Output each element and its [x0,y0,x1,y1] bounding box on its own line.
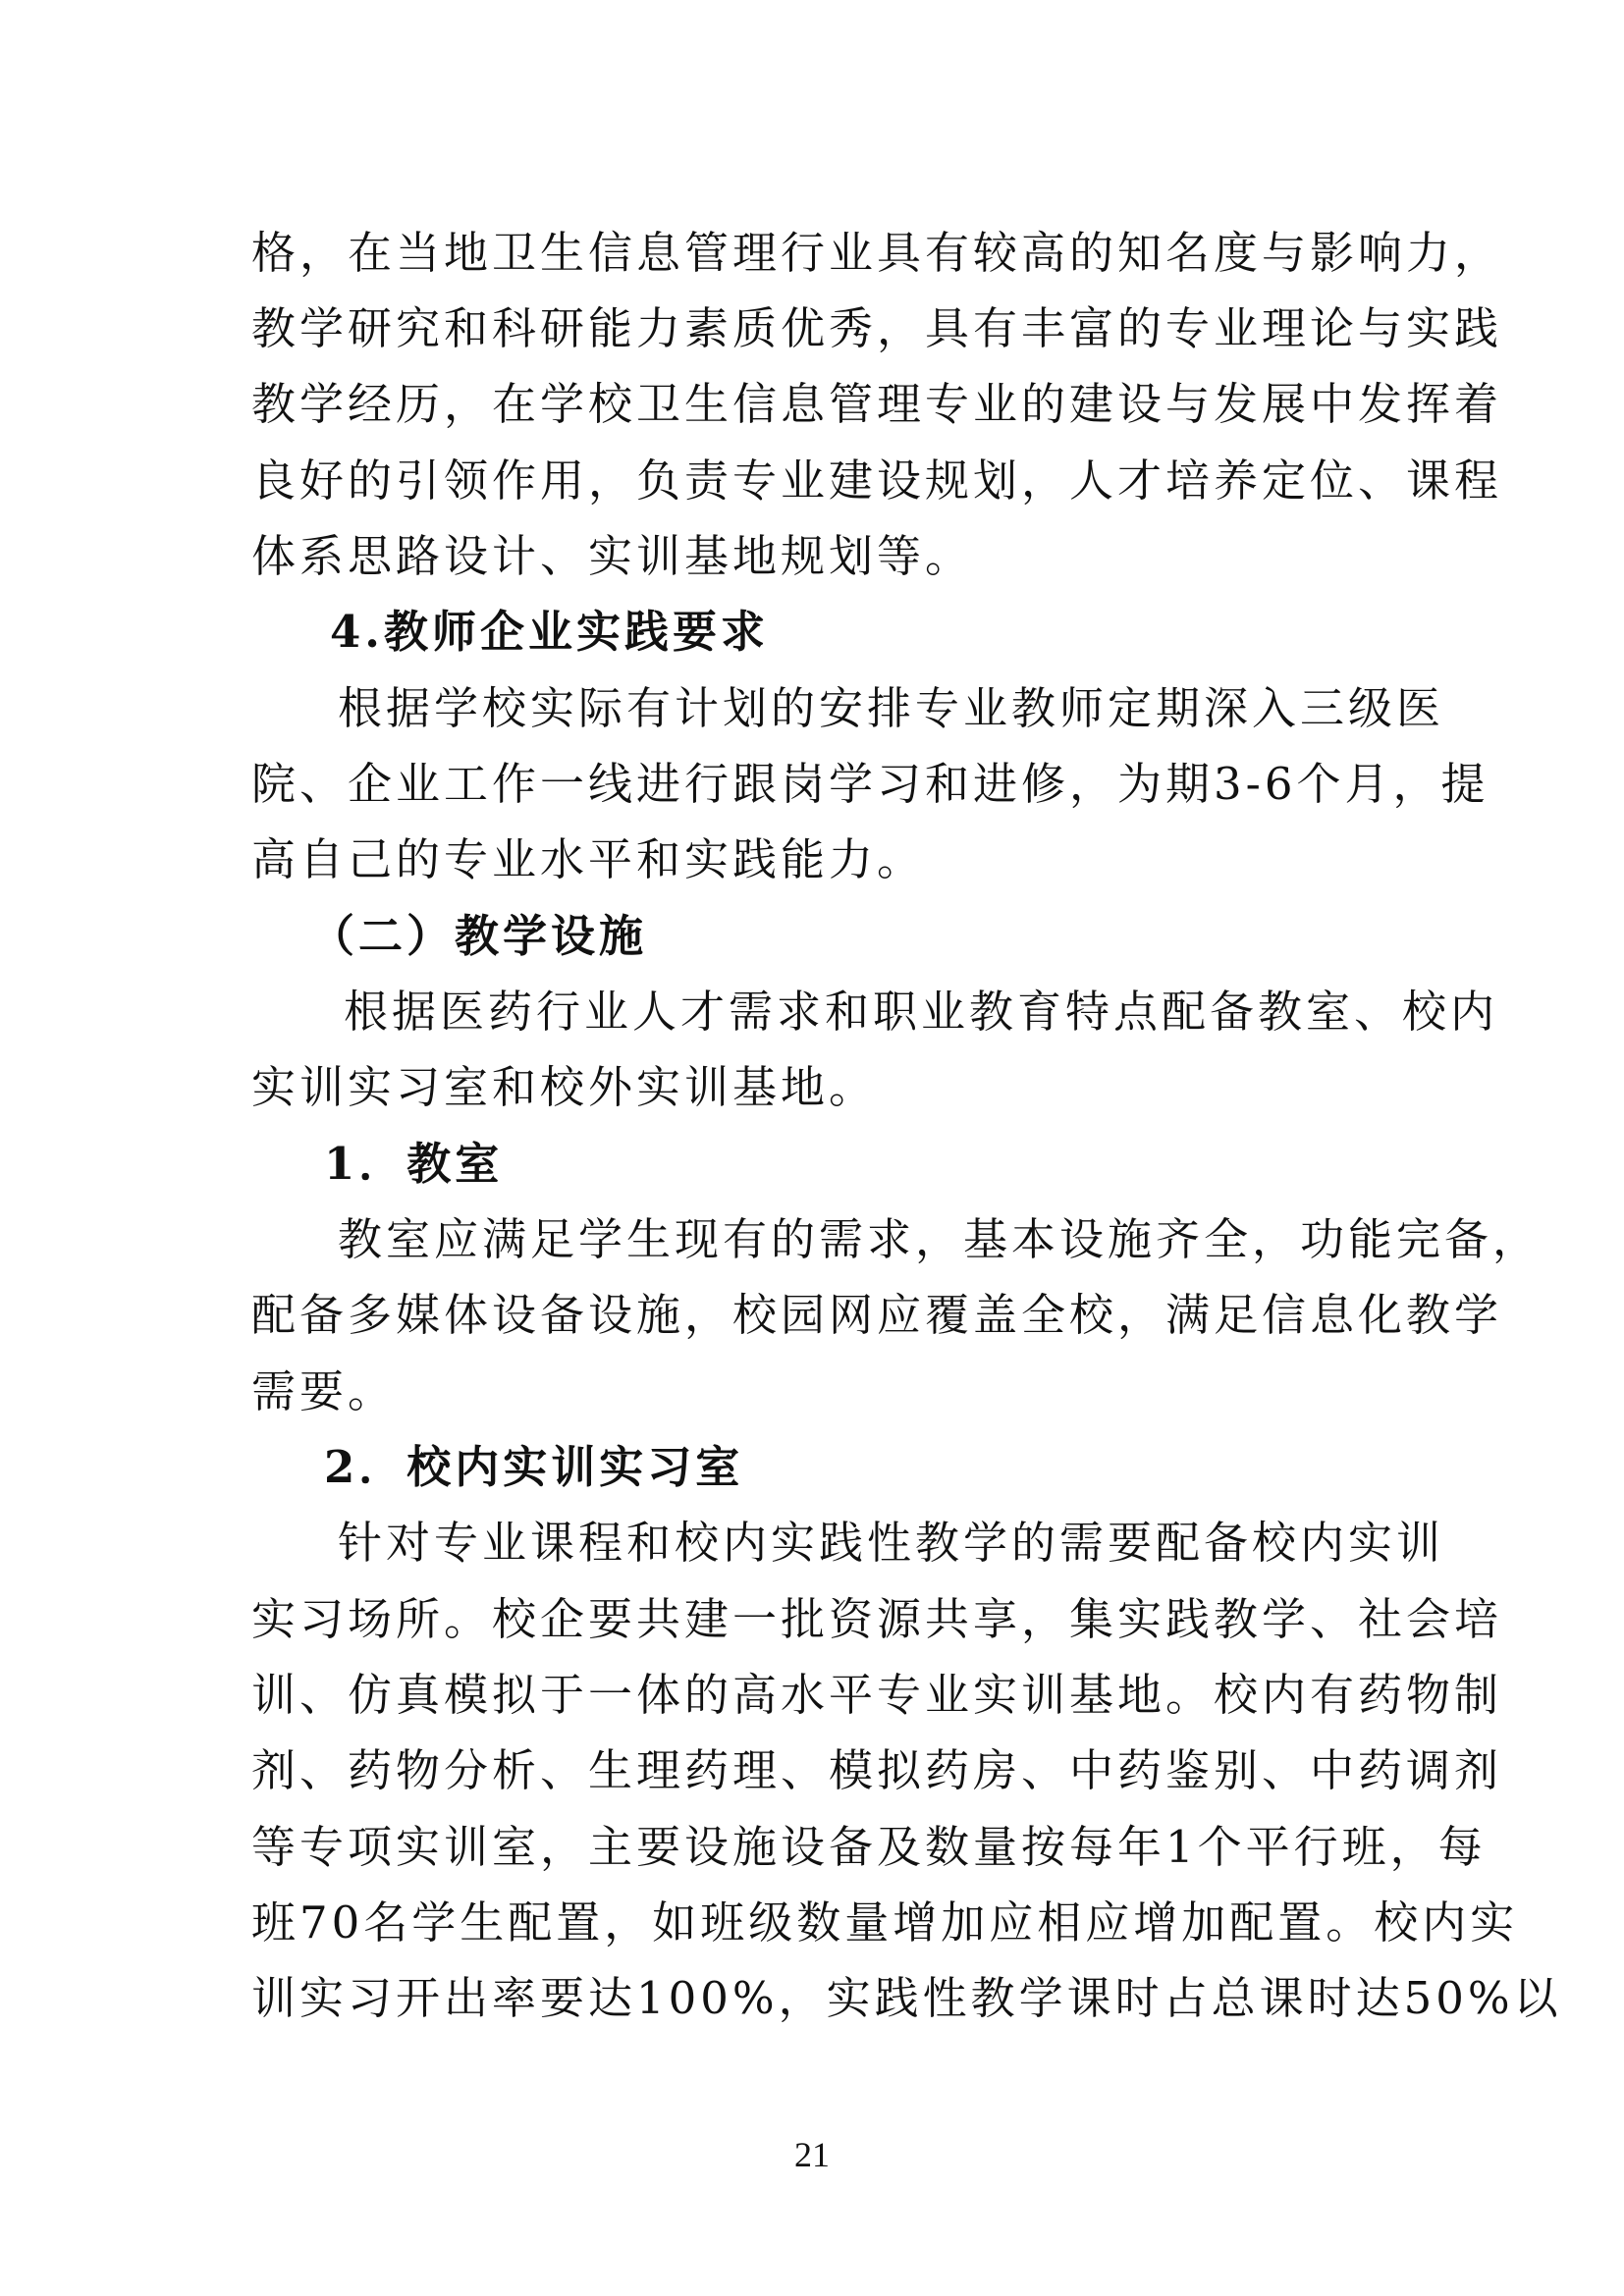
section-heading: 4.教师企业实践要求 [330,606,769,658]
text-line: 实习场所。校企要共建一批资源共享，集实践教学、社会培 [251,1593,1503,1645]
text-line: 高自己的专业水平和实践能力。 [251,833,926,885]
text-line: 需要。 [251,1365,397,1417]
text-line: 等专项实训室，主要设施设备及数量按每年1个平行班，每 [251,1821,1487,1873]
section-heading: 1．教室 [324,1138,504,1190]
text-line: 训实习开出率要达100%，实践性教学课时占总课时达50%以 [251,1972,1562,2024]
text-line: 教室应满足学生现有的需求，基本设施齐全，功能完备， [338,1213,1542,1265]
section-heading: 2．校内实训实习室 [324,1441,744,1493]
text-line: 体系思路设计、实训基地规划等。 [251,530,974,582]
text-line: 格，在当地卫生信息管理行业具有较高的知名度与影响力， [251,227,1503,279]
text-line: 班70名学生配置，如班级数量增加应相应增加配置。校内实 [251,1896,1519,1949]
text-line: 针对专业课程和校内实践性教学的需要配备校内实训 [338,1517,1445,1569]
text-line: 教学研究和科研能力素质优秀，具有丰富的专业理论与实践 [251,302,1503,354]
section-heading: （二）教学设施 [310,910,648,962]
text-line: 良好的引领作用，负责专业建设规划，人才培养定位、课程 [251,454,1503,507]
text-line: 剂、药物分析、生理药理、模拟药房、中药鉴别、中药调剂 [251,1744,1503,1796]
text-line: 配备多媒体设备设施，校园网应覆盖全校，满足信息化教学 [251,1289,1503,1341]
text-line: 实训实习室和校外实训基地。 [251,1061,878,1113]
page-number: 21 [794,2135,830,2174]
text-line: 根据学校实际有计划的安排专业教师定期深入三级医 [338,682,1445,734]
text-line: 教学经历，在学校卫生信息管理专业的建设与发展中发挥着 [251,378,1503,430]
text-line: 训、仿真模拟于一体的高水平专业实训基地。校内有药物制 [251,1669,1503,1721]
text-line: 院、企业工作一线进行跟岗学习和进修，为期3-6个月，提 [251,758,1489,810]
text-line: 根据医药行业人才需求和职业教育特点配备教室、校内 [344,986,1499,1038]
